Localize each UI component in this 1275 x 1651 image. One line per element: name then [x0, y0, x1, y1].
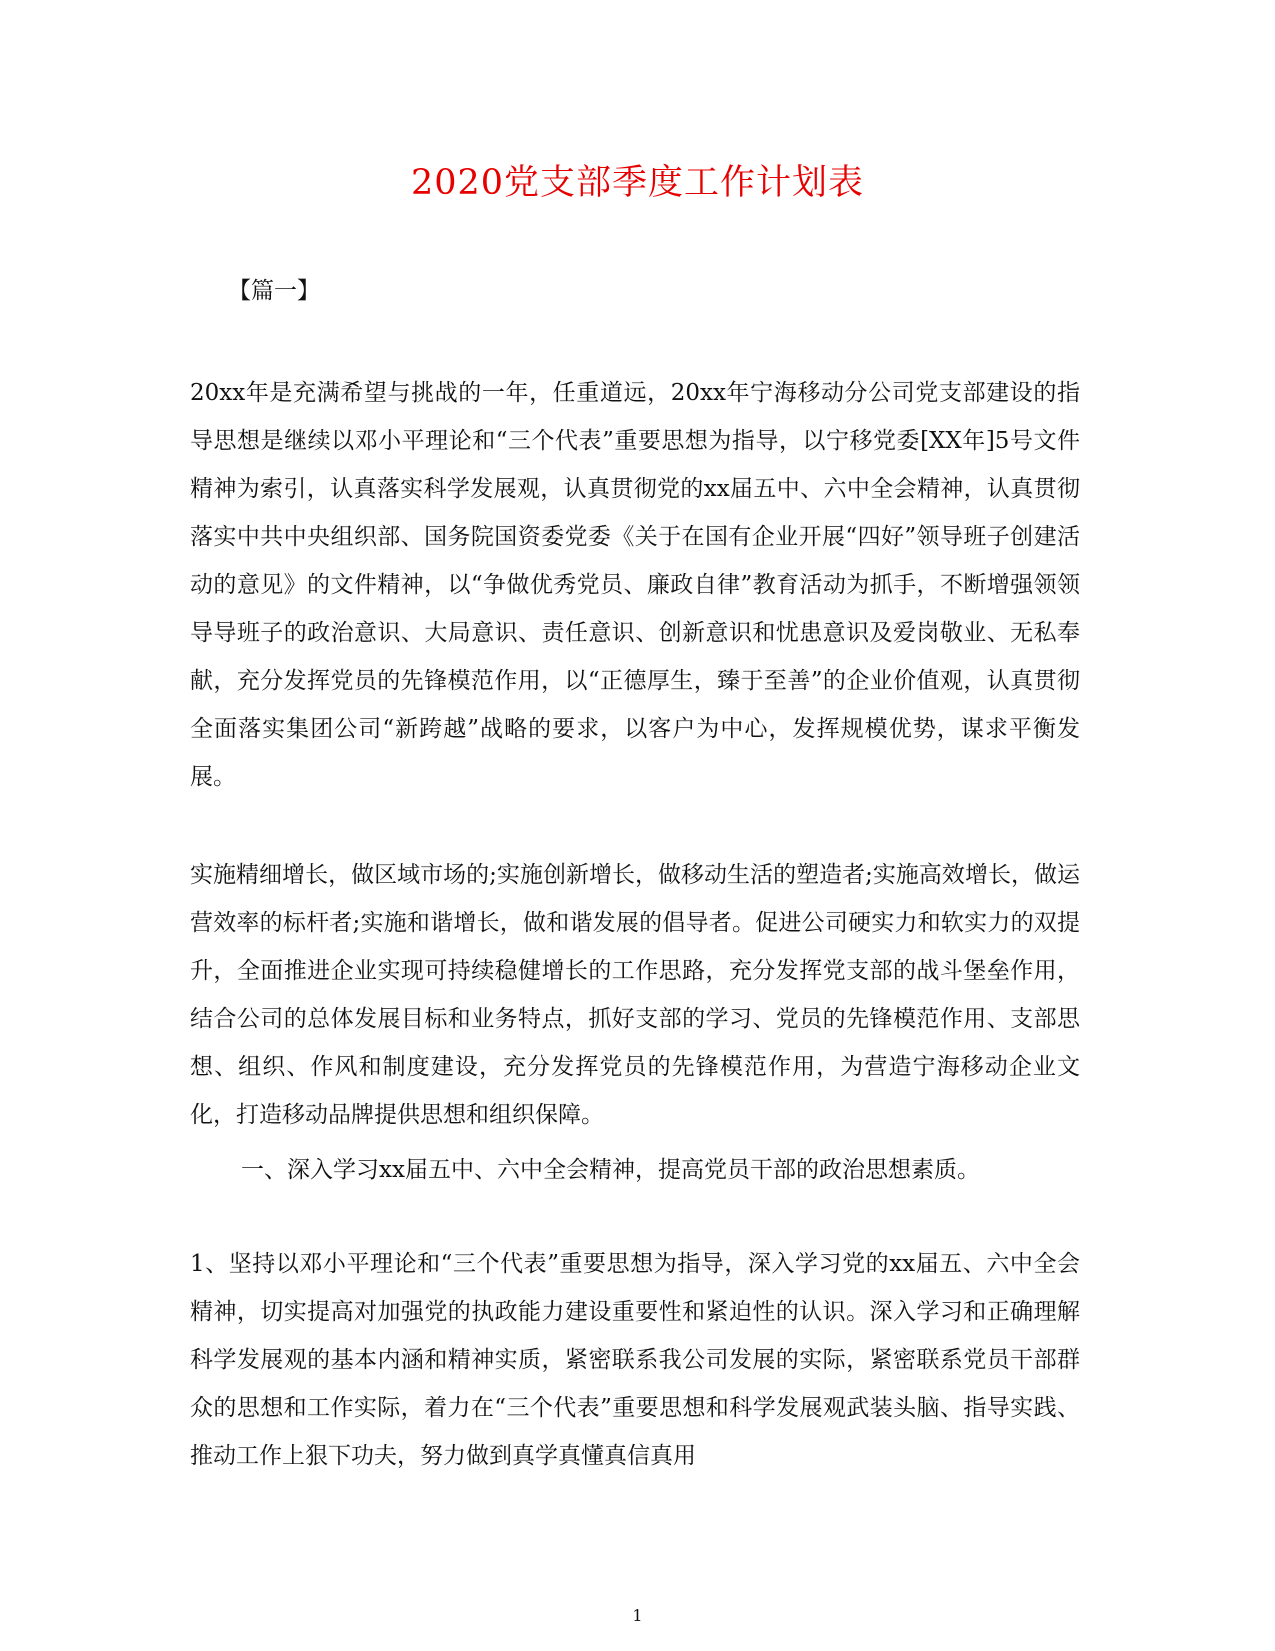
paragraph-intro: 20xx年是充满希望与挑战的一年，任重道远，20xx年宁海移动分公司党支部建设的指导思想是继续以邓小平理论和“三个代表”重要思想为指导，以宁移党委[XX年]5号文件精神为索引，认真落实科学发展观，认真贯彻党的xx届五中、六中全会精神，认真贯彻落实中共中央组织部、国务院国资委党委《关于在国有企业开展“四好”领导班子创建活动的意见》的文件精神，以“争做优秀党员、廉政自律”教育活动为抓手，不断增强领领导导班子的政治意识、大局意识、责任意识、创新意识和忧患意识及爱岗敬业、无私奉献，充分发挥党员的先锋模范作用，以“正德厚生，臻于至善”的企业价值观，认真贯彻全面落实集团公司“新跨越”战略的要求，以客户为中心，发挥规模优势，谋求平衡发展。 [190, 380, 1080, 790]
document-title: 2020党支部季度工作计划表 [410, 163, 865, 203]
page-number: 1 [632, 1606, 643, 1625]
paragraph-strategy: 实施精细增长，做区域市场的;实施创新增长，做移动生活的塑造者;实施高效增长，做运营效率的标杆者;实施和谐增长，做和谐发展的倡导者。促进公司硬实力和软实力的双提升，全面推进企业实现可持续稳健增长的工作思路，充分发挥党支部的战斗堡垒作用，结合公司的总体发展目标和业务特点，抓好支部的学习、党员的先锋模范作用、支部思想、组织、作风和制度建设，充分发挥党员的先锋模范作用，为营造宁海移动企业文化，打造移动品牌提供思想和组织保障。 [190, 862, 1080, 1128]
paragraph-item-1: 1、坚持以邓小平理论和“三个代表”重要思想为指导，深入学习党的xx届五、六中全会精神，切实提高对加强党的执政能力建设重要性和紧迫性的认识。深入学习和正确理解科学发展观的基本内涵和精神实质，紧密联系我公司发展的实际，紧密联系党员干部群众的思想和工作实际，着力在“三个代表”重要思想和科学发展观武装头脑、指导实践、推动工作上狠下功夫，努力做到真学真懂真信真用 [190, 1251, 1080, 1469]
section-heading-one: 一、深入学习xx届五中、六中全会精神，提高党员干部的政治思想素质。 [241, 1157, 980, 1183]
section-label: 【篇一】 [228, 278, 320, 304]
